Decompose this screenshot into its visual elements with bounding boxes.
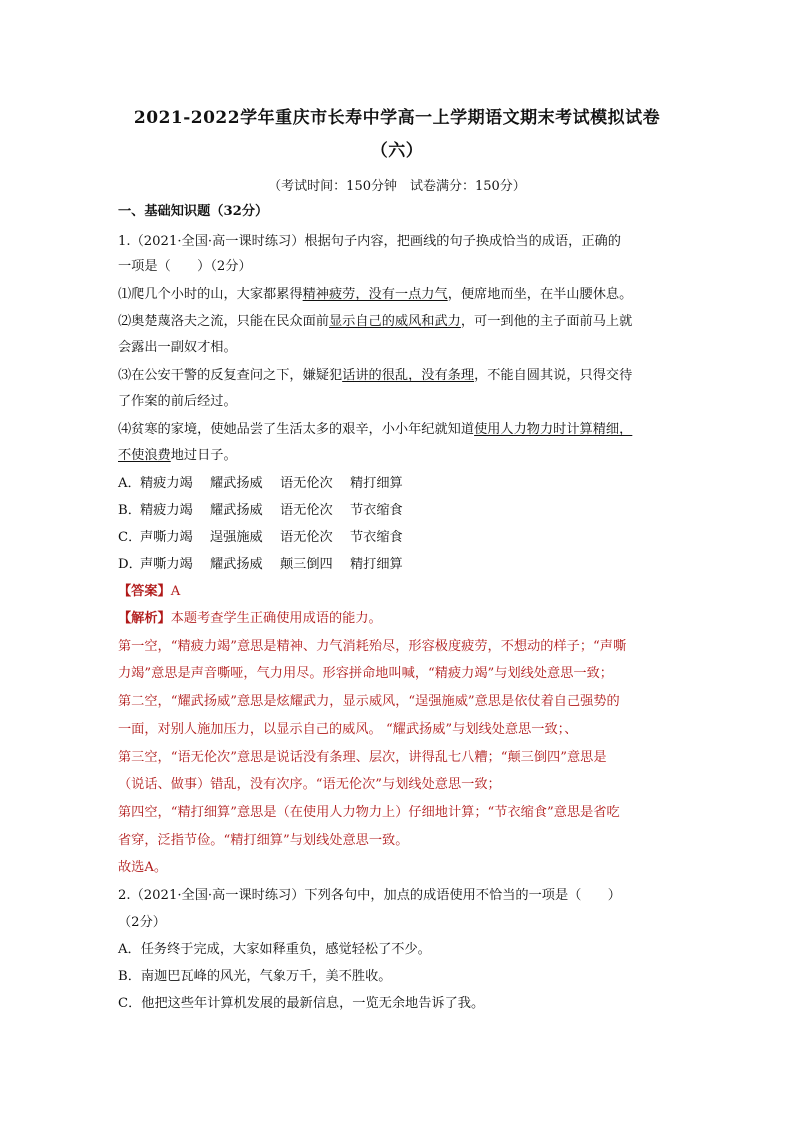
sentence-text: ，便席地而坐，在半山腰休息。 [447,287,633,302]
q2-option-c: C．他把这些年计算机发展的最新信息，一览无余地告诉了我。 [118,996,485,1011]
q1-option-d [118,553,403,572]
q1-sentence-3 [118,364,632,383]
option-idiom: 精打细算 [350,476,403,491]
sentence-text: ⑵奥楚蔑洛夫之流，只能在民众面前 [118,314,329,329]
option-idiom: 耀武扬威 [210,503,263,518]
analysis-line [118,607,382,626]
sentence-text: ⑴爬几个小时的山，大家都累得 [118,287,303,302]
option-idiom: 精疲力竭 [140,476,193,491]
analysis-1-line1: 第一空，“精疲力竭”意思是精神、力气消耗殆尽，形容极度疲劳，不想动的样子；“声嘶 [118,639,627,654]
q1-option-a [118,472,403,491]
option-letter: A． [118,476,141,491]
q2-stem-line2: （2分） [118,915,166,930]
page-title-part: （六） [370,141,424,161]
q1-sentence-4 [118,418,632,437]
option-letter: C． [118,530,142,545]
underlined-phrase: 精神疲劳，没有一点力气 [302,287,448,302]
q1-option-c [118,526,403,545]
option-idiom: 节衣缩食 [350,530,403,545]
sentence-text: ⑶在公安干警的反复查问之下，嫌疑犯 [118,368,343,383]
option-idiom: 语无伦次 [280,503,333,518]
option-idiom: 精打细算 [350,557,403,572]
q1-sentence-4-cont [118,444,237,463]
option-idiom: 语无伦次 [280,530,333,545]
analysis-3-line2: （说话、做事）错乱，没有次序。“语无伦次”与划线处意思一致； [118,777,501,792]
sentence-text: ，可一到他的主子面前马上就 [460,314,633,329]
page-title: 2021-2022学年重庆市长寿中学高一上学期语文期末考试模拟试卷 [133,108,661,128]
analysis-4-line1: 第四空，“精打细算”意思是（在使用人力物力上）仔细地计算；“节衣缩食”意思是省吃 [118,805,620,820]
option-idiom: 声嘶力竭 [140,530,193,545]
option-idiom: 声嘶力竭 [140,557,193,572]
exam-info: （考试时间：150分钟 试卷满分：150分） [268,179,526,194]
q1-sentence-3-cont: 了作案的前后经过。 [118,394,237,409]
analysis-3-line1: 第三空，“语无伦次”意思是说话没有条理、层次，讲得乱七八糟；“颠三倒四”意思是 [118,750,607,765]
option-letter: B． [118,503,141,518]
option-idiom: 节衣缩食 [350,503,403,518]
option-idiom: 逞强施威 [210,530,263,545]
option-letter: D． [118,557,142,572]
analysis-intro: 本题考查学生正确使用成语的能力。 [170,611,382,626]
q2-stem-line1: 2.（2021·全国·高一课时练习）下列各句中，加点的成语使用不恰当的一项是（ ） [118,888,621,903]
underlined-phrase: 话讲的很乱，没有条理 [342,368,475,383]
answer-value: A [170,584,181,599]
sentence-text: ⑷贫寒的家境，使她品尝了生活太多的艰辛，小小年纪就知道 [118,422,475,437]
underlined-phrase: 显示自己的威风和武力 [329,314,461,329]
section-heading: 一、基础知识题（32分） [118,204,269,219]
option-idiom: 耀武扬威 [210,476,263,491]
analysis-2-line2: 一面，对别人施加压力，以显示自己的威风。 “耀武扬威”与划线处意思一致；、 [118,722,578,737]
q2-option-b: B．南迦巴瓦峰的风光，气象万千，美不胜收。 [118,969,392,984]
sentence-text: 地过日子。 [170,448,237,463]
underlined-phrase: 不使浪费 [118,448,171,463]
analysis-4-line2: 省穿，泛指节俭。“精打细算”与划线处意思一致。 [118,833,409,848]
answer-label: 【答案】 [118,584,171,599]
option-idiom: 语无伦次 [280,476,333,491]
option-idiom: 颠三倒四 [280,557,333,572]
analysis-label: 【解析】 [118,611,171,626]
q1-option-b [118,499,403,518]
sentence-text: ，不能自圆其说，只得交待 [474,368,633,383]
q1-sentence-2-cont: 会露出一副奴才相。 [118,340,237,355]
analysis-2-line1: 第二空，“耀武扬威”意思是炫耀武力，显示威风，“逞强施威”意思是依仗着自己强势的 [118,694,620,709]
q1-stem-line2: 一项是（ ）（2分） [118,259,252,274]
underlined-phrase: 使用人力物力时计算精细， [474,422,633,437]
q1-sentence-1 [118,283,632,302]
q2-option-a: A．任务终于完成，大家如释重负，感觉轻松了不少。 [118,942,431,957]
option-idiom: 精疲力竭 [140,503,193,518]
option-idiom: 耀武扬威 [210,557,263,572]
answer-line [118,580,180,599]
conclusion: 故选A。 [118,860,168,875]
analysis-1-line2: 力竭”意思是声音嘶哑，气力用尽。形容拼命地叫喊，“精疲力竭”与划线处意思一致； [118,666,613,681]
q1-stem-line1: 1.（2021·全国·高一课时练习）根据句子内容，把画线的句子换成恰当的成语，正确的 [118,234,621,249]
q1-sentence-2 [118,310,632,329]
